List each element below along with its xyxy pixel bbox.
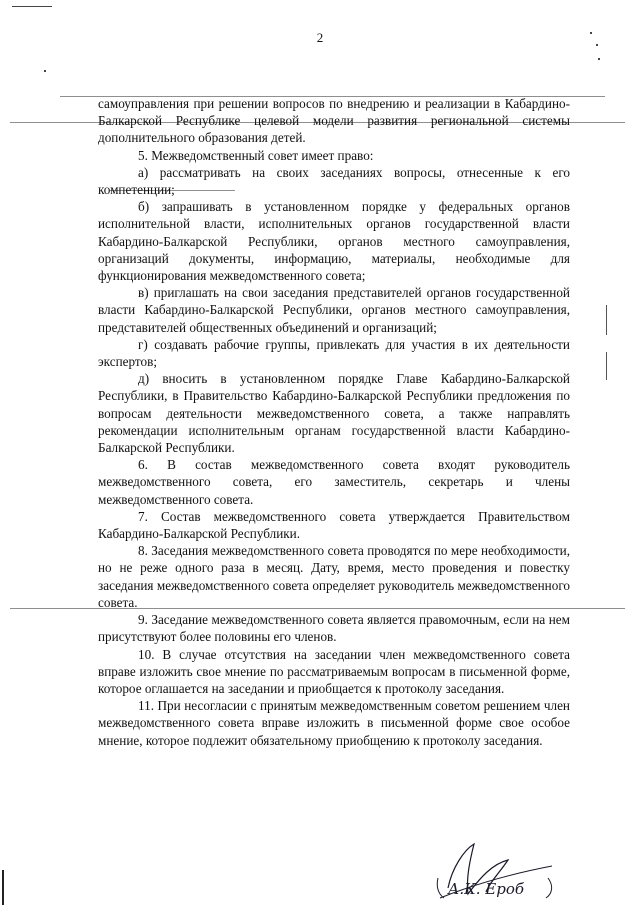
paragraph-5d: д) вносить в установленном порядке Главе Кабардино-Балкарской Республики, в Правительство Кабардино-Балкарской Республики предложения по вопросам деятельности межведомственного совета, а также направлять рекомендации исполнительным органам государственной власти Кабардино-Балкарской Республики. bbox=[98, 371, 570, 456]
scan-artifact bbox=[606, 352, 607, 380]
paragraph-11: 11. При несогласии с принятым межведомственным советом решением член межведомственного совета вправе изложить в письменной форме свое особое мнение, которое подлежит обязательному приобщению к протоколу заседания. bbox=[98, 698, 570, 748]
paragraph-5g: г) создавать рабочие группы, привлекать для участия в их деятельности экспертов; bbox=[98, 336, 570, 370]
paragraph-continuation: самоуправления при решении вопросов по внедрению и реализации в Кабардино-Балкарской Республике целевой модели развития региональной системы дополнительного образования детей. bbox=[98, 96, 570, 146]
page-number: 2 bbox=[316, 30, 324, 45]
scan-artifact bbox=[606, 305, 607, 335]
paragraph-6: 6. В состав межведомственного совета входят руководитель межведомственного совета, его заместитель, секретарь и члены межведомственного совета. bbox=[98, 457, 570, 507]
paragraph-5a: а) рассматривать на своих заседаниях вопросы, отнесенные к его компетенции; bbox=[98, 164, 570, 198]
handwritten-signature bbox=[430, 838, 560, 904]
scan-edge bbox=[2, 870, 4, 905]
paragraph-5v: в) приглашать на свои заседания представителей органов государственной власти Кабардино-Балкарской Республики, органов местного самоуправления, представителей общественных объединений и организаций; bbox=[98, 285, 570, 335]
signature-text: А.К. Ероб bbox=[448, 880, 525, 898]
scan-artifact bbox=[44, 70, 46, 72]
scan-artifact bbox=[598, 58, 600, 60]
paragraph-7: 7. Состав межведомственного совета утверждается Правительством Кабардино-Балкарской Республики. bbox=[98, 508, 570, 542]
paragraph-8: 8. Заседания межведомственного совета проводятся по мере необходимости, но не реже одного раза в месяц. Дату, время, место проведения и повестку заседания межведомственного совета определяет руководитель межведомственного совета. bbox=[98, 543, 570, 610]
paragraph-5: 5. Межведомственный совет имеет право: bbox=[138, 147, 374, 163]
paragraph-5b: б) запрашивать в установленном порядке у федеральных органов исполнительной власти, исполнительных органов государственной власти Кабардино-Балкарской Республики, органов местного самоуправления, организаций документы, информацию, материалы, необходимые для функционирования межведомственного совета; bbox=[98, 199, 570, 284]
document-body bbox=[98, 95, 570, 749]
paragraph-9: 9. Заседание межведомственного совета является правомочным, если на нем присутствуют более половины его членов. bbox=[98, 612, 570, 645]
paragraph-10: 10. В случае отсутствия на заседании член межведомственного совета вправе изложить свое мнение по рассматриваемым вопросам в письменной форме, которое оглашается на заседании и приобщается к протоколу заседания. bbox=[98, 646, 570, 696]
scan-artifact bbox=[12, 6, 52, 7]
